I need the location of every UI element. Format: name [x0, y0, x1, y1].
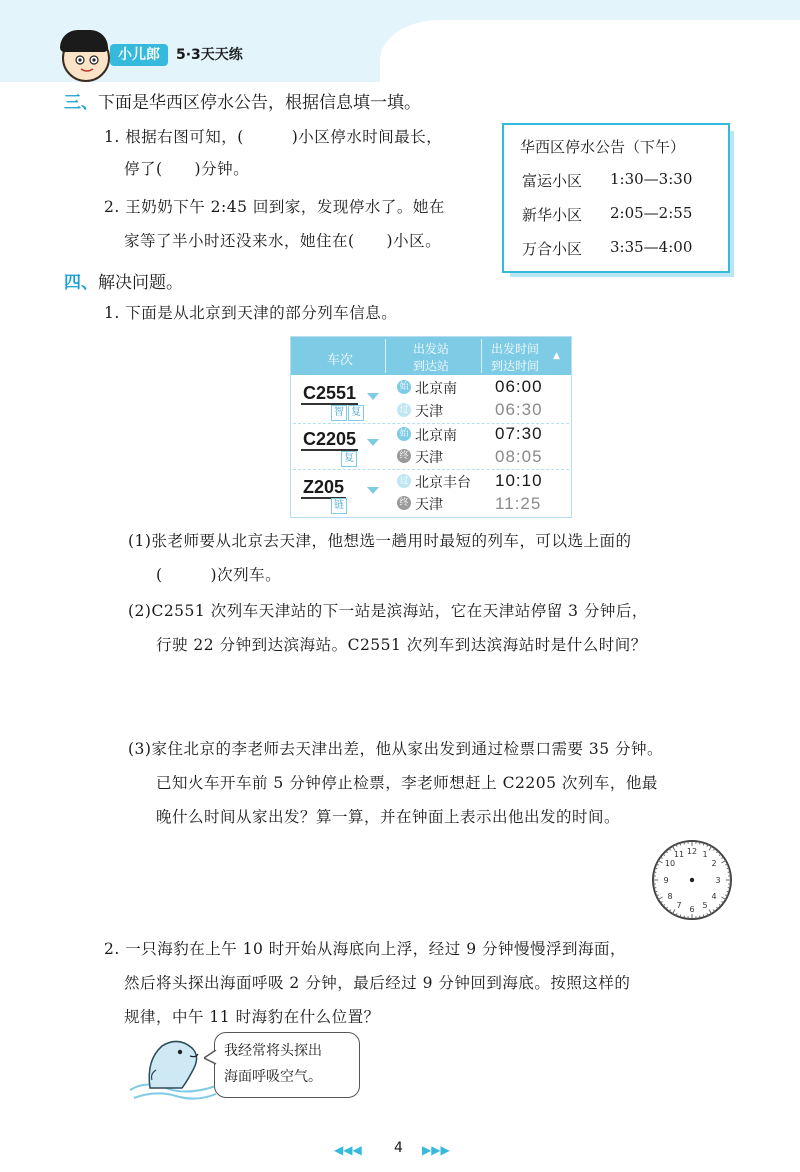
section3-number: 三、 [64, 93, 98, 113]
brand-badge: 小儿郎 [110, 44, 168, 66]
svg-text:10: 10 [664, 859, 676, 868]
bubble-text [224, 1038, 322, 1090]
clock-face-icon[interactable] [650, 838, 734, 922]
page-number: 4 [394, 1140, 403, 1156]
pass-badge-icon: 过 [397, 474, 411, 488]
header-to-station: 到达站 [413, 359, 450, 373]
notice-row [522, 170, 693, 191]
svg-text:6: 6 [689, 905, 695, 914]
table-header [291, 337, 571, 375]
from-station: 北京南 [415, 428, 457, 444]
sub2-line1: (2)C2551 次列车天津站的下一站是滨海站，它在天津站停留 3 分钟后， [128, 602, 648, 620]
notice-row [522, 238, 693, 259]
dep-time: 10:10 [495, 471, 543, 490]
train-tag: 链 [331, 498, 347, 514]
train-tag: 复 [341, 451, 357, 467]
notice-community: 富运小区 [522, 172, 583, 190]
next-arrows-icon: ▶▶▶ [422, 1143, 450, 1157]
to-station: 天津 [415, 404, 443, 420]
clock-tick [654, 888, 656, 889]
to-station: 天津 [415, 450, 443, 466]
notice-time: 3:35—4:00 [610, 238, 693, 256]
sub3-line1: (3)家住北京的李老师去天津出差，他从家出发到通过检票口需要 35 分钟。 [128, 740, 664, 758]
arr-time: 06:30 [495, 400, 543, 419]
s3-q2-line2: 家等了半小时还没来水，她住在( )小区。 [124, 232, 442, 250]
svg-text:4: 4 [711, 892, 717, 901]
prev-arrows-icon: ◀◀◀ [334, 1143, 362, 1157]
pass-badge-icon: 过 [397, 403, 411, 417]
header-from-station: 出发站 [413, 342, 450, 356]
mascot-hair-icon [60, 30, 108, 52]
arr-time: 11:25 [495, 494, 542, 513]
header-dep-time: 出发时间 [491, 342, 540, 356]
start-badge-icon: 始 [397, 427, 411, 441]
svg-text:5: 5 [702, 901, 708, 910]
bubble-tail-icon [204, 1050, 218, 1066]
s3-q1-line2: 停了( )分钟。 [124, 160, 250, 178]
s3-q1-line1: 1. 根据右图可知，( )小区停水时间最长， [104, 128, 443, 146]
svg-text:1: 1 [702, 850, 708, 859]
s4-q1-intro: 1. 下面是从北京到天津的部分列车信息。 [104, 304, 398, 322]
train-tag: 复 [348, 405, 364, 421]
svg-text:8: 8 [667, 892, 673, 901]
train-number: C2205 [303, 429, 357, 449]
svg-text:3: 3 [715, 876, 721, 885]
sub1-line1: (1)张老师要从北京去天津，他想选一趟用时最短的列车，可以选上面的 [128, 532, 632, 550]
section4-heading [64, 268, 183, 293]
bubble-line: 我经常将头探出 [224, 1043, 322, 1059]
clock-tick [654, 872, 656, 873]
notice-time: 1:30—3:30 [610, 170, 693, 188]
clock-tick [700, 842, 701, 844]
train-tag: 智 [331, 405, 347, 421]
header-curve [380, 20, 800, 100]
mascot-eyes-icon [72, 54, 102, 74]
dep-time: 07:30 [495, 424, 543, 443]
notice-community: 新华小区 [522, 206, 583, 224]
notice-community: 万合小区 [522, 240, 583, 258]
to-station: 天津 [415, 497, 443, 513]
clock-tick [684, 842, 685, 844]
dropdown-triangle-icon [367, 439, 379, 446]
clock-tick [728, 888, 730, 889]
svg-text:11: 11 [673, 850, 685, 859]
bubble-line: 海面呼吸空气。 [224, 1069, 322, 1085]
section3-heading [64, 88, 421, 113]
header-divider [481, 339, 482, 373]
arr-time: 08:05 [495, 447, 543, 466]
dropdown-triangle-icon [367, 393, 379, 400]
clock-tick [700, 916, 701, 918]
svg-text:2: 2 [711, 859, 717, 868]
seal-illustration-icon [126, 1030, 220, 1102]
header-arr-time: 到达时间 [491, 359, 540, 373]
train-table [290, 336, 572, 518]
sub3-line3: 晚什么时间从家出发？算一算，并在钟面上表示出他出发的时间。 [156, 808, 621, 826]
sub2-line2: 行驶 22 分钟到达滨海站。C2551 次列车到达滨海站时是什么时间？ [156, 636, 647, 654]
q2-line1: 2. 一只海豹在上午 10 时开始从海底向上浮，经过 9 分钟慢慢浮到海面， [104, 940, 627, 958]
svg-text:12: 12 [686, 847, 698, 856]
sub1-line2: ( )次列车。 [156, 566, 282, 584]
section4-number: 四、 [64, 273, 98, 293]
s3-q2-line1: 2. 王奶奶下午 2:45 回到家，发现停水了。她在 [104, 198, 445, 216]
from-station: 北京南 [415, 381, 457, 397]
end-badge-icon: 终 [397, 449, 411, 463]
notice-title: 华西区停水公告（下午） [520, 138, 686, 156]
clock-tick [684, 916, 685, 918]
from-station: 北京丰台 [415, 475, 471, 491]
section4-title: 解决问题。 [98, 273, 183, 293]
q2-line2: 然后将头探出海面呼吸 2 分钟，最后经过 9 分钟回到海底。按照这样的 [124, 974, 631, 992]
clock-tick [728, 872, 730, 873]
end-badge-icon: 终 [397, 496, 411, 510]
sort-arrow-icon: ▲ [553, 351, 560, 361]
dropdown-triangle-icon [367, 487, 379, 494]
series-title: 5·3天天练 [176, 47, 243, 63]
train-number: C2551 [303, 383, 357, 403]
section3-title: 下面是华西区停水公告，根据信息填一填。 [98, 93, 421, 113]
q2-line3: 规律，中午 11 时海豹在什么位置？ [124, 1008, 380, 1026]
start-badge-icon: 始 [397, 380, 411, 394]
notice-row [522, 204, 693, 225]
row-divider [293, 469, 569, 470]
svg-text:9: 9 [663, 876, 669, 885]
sub3-line2: 已知火车开车前 5 分钟停止检票，李老师想赶上 C2205 次列车，他最 [156, 774, 658, 792]
train-number: Z205 [303, 477, 345, 497]
header-divider [385, 339, 386, 373]
notice-time: 2:05—2:55 [610, 204, 693, 222]
svg-text:7: 7 [676, 901, 682, 910]
header-train-no: 车次 [327, 353, 354, 368]
dep-time: 06:00 [495, 377, 543, 396]
